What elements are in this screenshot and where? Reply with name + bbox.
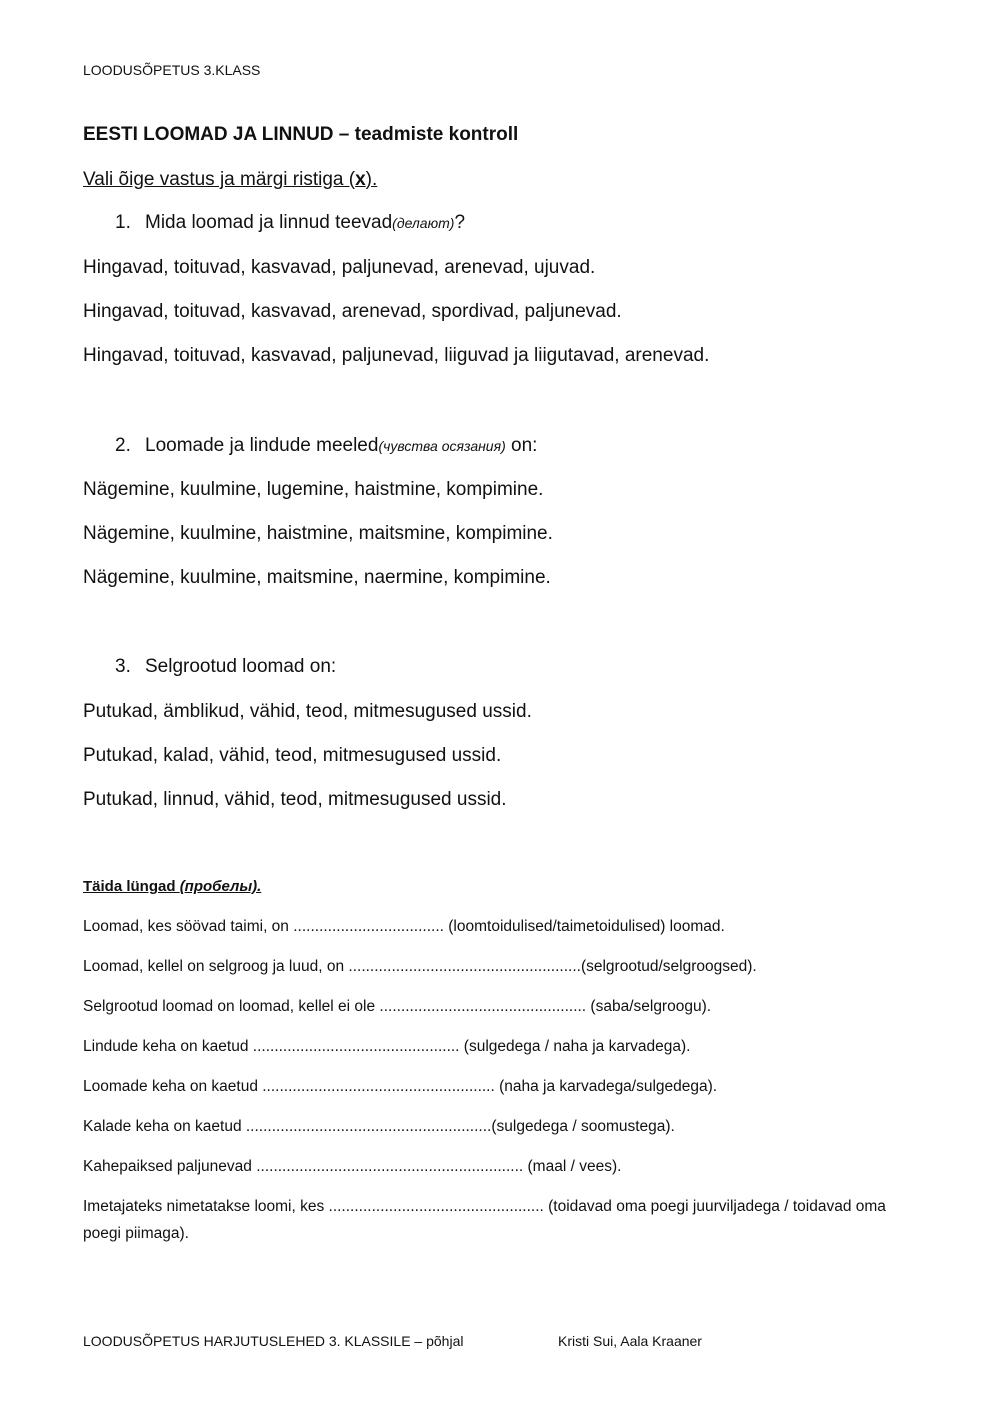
header-course: LOODUSÕPETUS 3.KLASS [83, 62, 261, 78]
question-number: 3. [115, 656, 131, 677]
fill-heading-text: Täida lüngad [83, 878, 180, 895]
question-suffix: on: [505, 435, 538, 456]
question-1 [115, 212, 465, 234]
question-number: 1. [115, 212, 131, 233]
question-number: 2. [115, 435, 131, 456]
fill-section-heading [83, 878, 261, 895]
answer-option[interactable]: Putukad, kalad, vähid, teod, mitmesugused ussid. [83, 745, 502, 766]
answer-option[interactable]: Putukad, linnud, vähid, teod, mitmesugused ussid. [83, 789, 507, 810]
question-text: Loomade ja lindude meeled [145, 435, 379, 456]
answer-option[interactable]: Hingavad, toituvad, kasvavad, paljunevad, arenevad, ujuvad. [83, 257, 596, 278]
fill-item[interactable]: Kahepaiksed paljunevad .............................................................. (maal / vees). [83, 1158, 622, 1175]
question-translation: (чувства осязания) [378, 438, 506, 454]
answer-option[interactable]: Putukad, ämblikud, vähid, teod, mitmesugused ussid. [83, 701, 532, 722]
question-3 [115, 656, 336, 678]
question-suffix: ? [454, 212, 466, 233]
answer-option[interactable]: Nägemine, kuulmine, lugemine, haistmine, kompimine. [83, 479, 544, 500]
fill-item[interactable]: Loomad, kellel on selgroog ja luud, on ......................................................(selgrootud/selgroogsed). [83, 958, 757, 975]
fill-item[interactable]: Loomad, kes söövad taimi, on ................................... (loomtoidulised/taimetoidulised) loomad. [83, 918, 725, 935]
fill-item[interactable]: Lindude keha on kaetud ................................................ (sulgedega / naha ja karvadega). [83, 1038, 691, 1055]
question-text: Mida loomad ja linnud teevad [145, 212, 393, 233]
question-2 [115, 435, 537, 457]
page-title: EESTI LOOMAD JA LINNUD – teadmiste kontroll [83, 124, 519, 145]
fill-heading-translation: (пробелы). [179, 878, 262, 895]
fill-item[interactable]: Imetajateks nimetatakse loomi, kes .................................................. (toidavad oma poegi juurviljadega / toidavad oma poegi piimaga). [83, 1198, 886, 1242]
footer-source: LOODUSÕPETUS HARJUTUSLEHED 3. KLASSILE – põhjal [83, 1333, 464, 1349]
fill-item[interactable]: Loomade keha on kaetud ...................................................... (naha ja karvadega/sulgedega). [83, 1078, 718, 1095]
footer-authors: Kristi Sui, Aala Kraaner [558, 1333, 702, 1349]
question-translation: (делают) [392, 215, 455, 231]
instruction-end: ). [365, 169, 378, 190]
answer-option[interactable]: Nägemine, kuulmine, haistmine, maitsmine, kompimine. [83, 523, 553, 544]
footer [83, 1333, 702, 1349]
instruction-text: Vali õige vastus ja märgi ristiga ( [83, 169, 356, 190]
fill-item[interactable]: Kalade keha on kaetud .........................................................(sulgedega / soomustega). [83, 1118, 675, 1135]
instruction-mark: x [355, 169, 366, 190]
answer-option[interactable]: Nägemine, kuulmine, maitsmine, naermine, kompimine. [83, 567, 551, 588]
answer-option[interactable]: Hingavad, toituvad, kasvavad, arenevad, spordivad, paljunevad. [83, 301, 622, 322]
fill-item[interactable]: Selgrootud loomad on loomad, kellel ei ole ................................................ (saba/selgroogu). [83, 998, 712, 1015]
instruction [83, 169, 377, 191]
question-text: Selgrootud loomad on: [145, 656, 337, 677]
answer-option[interactable]: Hingavad, toituvad, kasvavad, paljunevad, liiguvad ja liigutavad, arenevad. [83, 345, 710, 366]
